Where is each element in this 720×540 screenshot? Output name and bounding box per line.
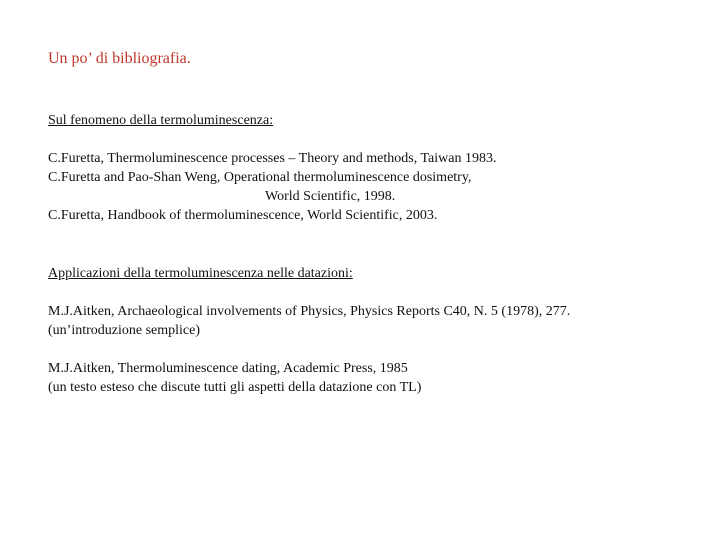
reference-item: C.Furetta and Pao-Shan Weng, Operational thermoluminescence dosimetry, — [48, 170, 472, 185]
reference-item: M.J.Aitken, Thermoluminescence dating, Academic Press, 1985 — [48, 361, 408, 376]
reference-item: M.J.Aitken, Archaeological involvements of Physics, Physics Reports C40, N. 5 (1978), 277. — [48, 304, 571, 319]
reference-note: (un testo esteso che discute tutti gli aspetti della datazione con TL) — [48, 380, 422, 395]
reference-note: (un’introduzione semplice) — [48, 323, 201, 338]
reference-item: C.Furetta, Thermoluminescence processes – Theory and methods, Taiwan 1983. — [48, 151, 497, 166]
slide-title: Un po’ di bibliografia. — [48, 50, 191, 67]
reference-item: C.Furetta, Handbook of thermoluminescence, World Scientific, 2003. — [48, 208, 438, 223]
section-heading-dating: Applicazioni della termoluminescenza nelle datazioni: — [48, 266, 353, 281]
reference-item-continuation: World Scientific, 1998. — [265, 189, 396, 204]
section-heading-phenomenon: Sul fenomeno della termoluminescenza: — [48, 113, 274, 128]
